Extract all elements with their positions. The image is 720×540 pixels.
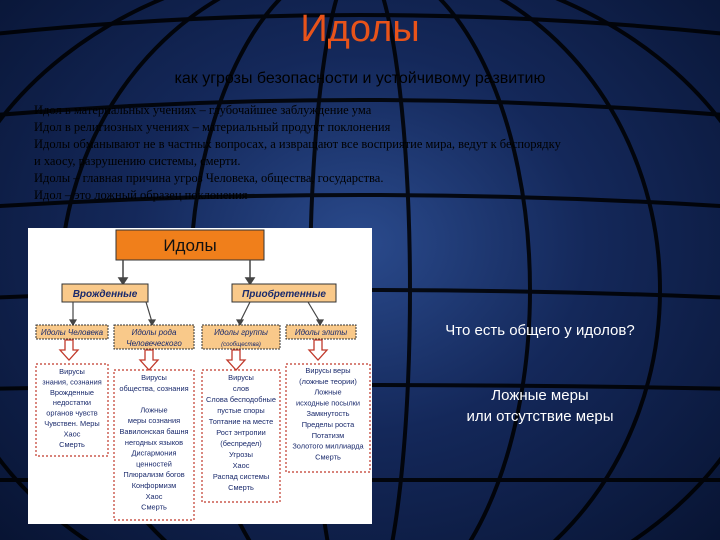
column-text-line: (ложные теории) (299, 376, 357, 386)
idols-diagram (28, 228, 372, 524)
column-text-line: пустые споры (217, 406, 265, 415)
column-text-line: Потатизм (311, 430, 345, 440)
body-line: Идол – это ложный образец поклонения (34, 188, 248, 202)
column-text-line: Смерть (228, 483, 254, 492)
branch-acquired-label: Приобретенные (242, 289, 326, 300)
answer-text (420, 385, 660, 427)
category-label: Идолы рода (131, 328, 177, 337)
column-text-line: Смерть (315, 452, 341, 462)
question-text: Что есть общего у идолов? (445, 322, 635, 339)
column-text-line: Вавилонская башня (119, 427, 189, 436)
column-text-line: Смерть (59, 439, 85, 449)
column-text-line: Пределы роста (301, 420, 355, 429)
body-line: Идол в материальных учениях – глубочайшее заблуждение ума (34, 103, 372, 117)
column-text-line: Топтание на месте (208, 417, 274, 426)
column-text-line: Рост энтропии (216, 428, 266, 437)
column-text-line: Плюрализм богов (123, 470, 185, 480)
root-arrows (119, 260, 254, 284)
column-text-line: Ложные (314, 387, 342, 397)
column-text-line: исходные посылки (295, 398, 361, 408)
column-text-line: Слова бесподобные (206, 395, 276, 404)
column-text-line: недостатки (52, 398, 92, 408)
column-text-line: Конформизм (131, 481, 177, 490)
column-text-line: общества, сознания (119, 383, 189, 393)
category-label: Человеческого (126, 339, 182, 348)
root-label: Идолы (163, 236, 217, 255)
column-text-line: негодных языков (124, 437, 184, 447)
branch-innate-label: Врожденные (72, 289, 138, 300)
column-text-line: Смерть (141, 502, 167, 512)
column-text-line: (беспредел) (220, 439, 262, 448)
column-text-line: Вирусы веры (305, 366, 351, 375)
column-text-line: Золотого миллиарда (292, 441, 364, 451)
category-label: (сообщества) (221, 342, 261, 348)
category-label: Идолы элиты (294, 328, 348, 337)
column-text-line: Угрозы (229, 450, 253, 459)
body-line: и хаосу, разрушению системы, смерти. (34, 154, 241, 168)
answer-line: или отсутствие меры (466, 408, 614, 425)
column-text-line: слов (232, 384, 250, 393)
column-text-line: Вирусы (141, 373, 167, 382)
column-text-line: ценностей (136, 459, 172, 469)
column-text-line: знания, сознания (42, 377, 102, 387)
column-text-line: меры сознания (127, 416, 181, 426)
body-line: Идолы – главная причина угроз Человека, общества, государства. (34, 171, 384, 185)
body-line: Идолы обманывают не в частных вопросах, а извращают все восприятие мира, ведут к беспорядку (34, 137, 561, 151)
answer-line: Ложные меры (491, 387, 589, 404)
column-text-line: Вирусы (59, 367, 85, 376)
body-line: Идол в религиозных учениях – материальный продукт поклонения (34, 120, 391, 134)
column-text-line: органов чувств (46, 408, 98, 418)
column-text-line: Хаос (232, 461, 250, 470)
branch-arrows (70, 302, 323, 325)
column-text-line: Врожденные (49, 387, 95, 397)
column-text-line: Ложные (140, 405, 168, 415)
column-text-line: Распад системы (212, 472, 270, 481)
category-label: Идолы группы (214, 328, 268, 337)
column-text-line: Дисгармония (131, 448, 177, 458)
column-text-line: Вирусы (228, 373, 254, 382)
column-text-line: Хаос (63, 429, 81, 439)
column-texts (42, 366, 364, 512)
slide-title: Идолы (300, 8, 420, 50)
column-text-line: Замкнутость (306, 409, 350, 419)
body-text (34, 102, 714, 204)
category-label: Идолы Человека (40, 328, 104, 337)
slide-subtitle: как угрозы безопасности и устойчивому развитию (174, 70, 546, 87)
column-text-line: Хаос (145, 491, 163, 501)
column-text-line: Чувствен. Меры (44, 419, 100, 428)
